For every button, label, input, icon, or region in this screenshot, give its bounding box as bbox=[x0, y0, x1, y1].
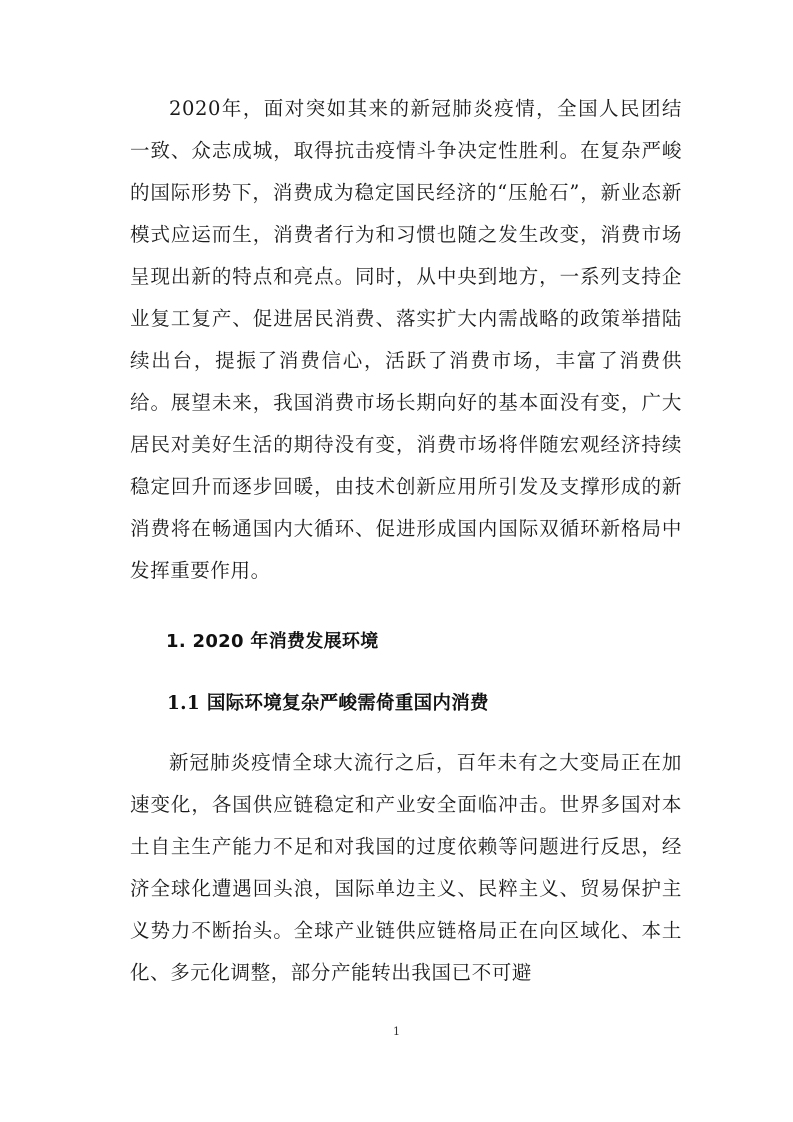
paragraph-intro: 2020年，面对突如其来的新冠肺炎疫情，全国人民团结一致、众志成城，取得抗击疫情斗争决定性胜利。在复杂严峻的国际形势下，消费成为稳定国民经济的“压舱石”，新业态新模式应运而生，消费者行为和习惯也随之发生改变，消费市场呈现出新的特点和亮点。同时，从中央到地方，一系列支持企业复工复产、促进居民消费、落实扩大内需战略的政策举措陆续出台，提振了消费信心，活跃了消费市场，丰富了消费供给。展望未来，我国消费市场长期向好的基本面没有变，广大居民对美好生活的期待没有变，消费市场将伴随宏观经济持续稳定回升而逐步回暖，由技术创新应用所引发及支撑形成的新消费将在畅通国内大循环、促进形成国内国际双循环新格局中发挥重要作用。 bbox=[130, 97, 682, 582]
paragraph-spacer bbox=[130, 722, 682, 742]
page-content bbox=[130, 88, 682, 994]
section-heading-1-1: 1.1 国际环境复杂严峻需倚重国内消费 bbox=[167, 693, 489, 714]
page-number: 1 bbox=[393, 1025, 400, 1038]
paragraph-section-body: 新冠肺炎疫情全球大流行之后，百年未有之大变局正在加速变化，各国供应链稳定和产业安全面临冲击。世界多国对本土自主生产能力不足和对我国的过度依赖等问题进行反思，经济全球化遭遇回头浪，国际单边主义、民粹主义、贸易保护主义势力不断抬头。全球产业链供应链格局正在向区域化、本土化、多元化调整，部分产能转出我国已不可避 bbox=[130, 751, 682, 984]
section-heading-1: 1. 2020 年消费发展环境 bbox=[166, 631, 379, 652]
